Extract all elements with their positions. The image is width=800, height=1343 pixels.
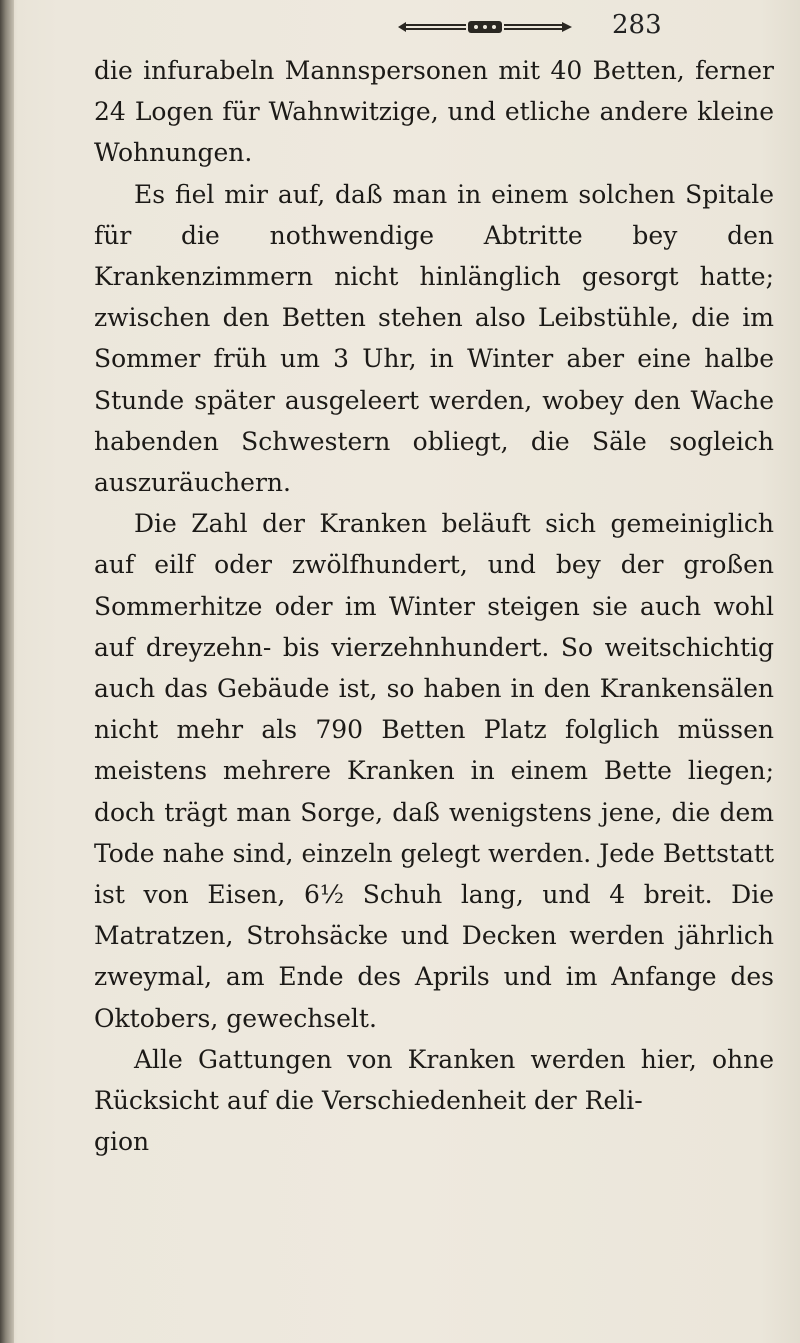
- header-ornament-icon: [398, 20, 572, 34]
- catchword: gion: [94, 1127, 150, 1157]
- text-body: [94, 50, 774, 1162]
- page-gutter-shadow: [0, 0, 14, 1343]
- paragraph-1: die infurabeln Mannspersonen mit 40 Betten, ferner 24 Logen für Wahnwitzige, und etliche andere kleine Wohnungen.: [94, 56, 774, 168]
- paragraph-2: Es fiel mir auf, daß man in einem solchen Spitale für die nothwendige Abtritte bey den Krankenzimmern nicht hinlänglich gesorgt hatte; zwischen den Betten stehen also Leibstühle, die im Sommer früh um 3 Uhr, in Winter aber eine halbe Stunde später ausgeleert werden, wobey den Wache habenden Schwestern obliegt, die Säle sogleich auszuräuchern.: [94, 179, 774, 498]
- paragraph-4: Alle Gattungen von Kranken werden hier, ohne Rücksicht auf die Verschiedenheit der Reli-: [94, 1044, 774, 1116]
- page-number: 283: [612, 10, 662, 40]
- paragraph-3: Die Zahl der Kranken beläuft sich gemeiniglich auf eilf oder zwölfhundert, und bey der großen Sommerhitze oder im Winter steigen sie auch wohl auf dreyzehn- bis vierzehnhundert. So weitschichtig auch das Gebäude ist, so haben in den Krankensälen nicht mehr als 790 Betten Platz folglich müssen meistens mehrere Kranken in einem Bette liegen; doch trägt man Sorge, daß wenigstens jene, die dem Tode nahe sind, einzeln gelegt werden. Jede Bettstatt ist von Eisen, 6½ Schuh lang, und 4 breit. Die Matratzen, Strohsäcke und Decken werden jährlich zweymal, am Ende des Aprils und im Anfange des Oktobers, gewechselt.: [94, 509, 774, 1033]
